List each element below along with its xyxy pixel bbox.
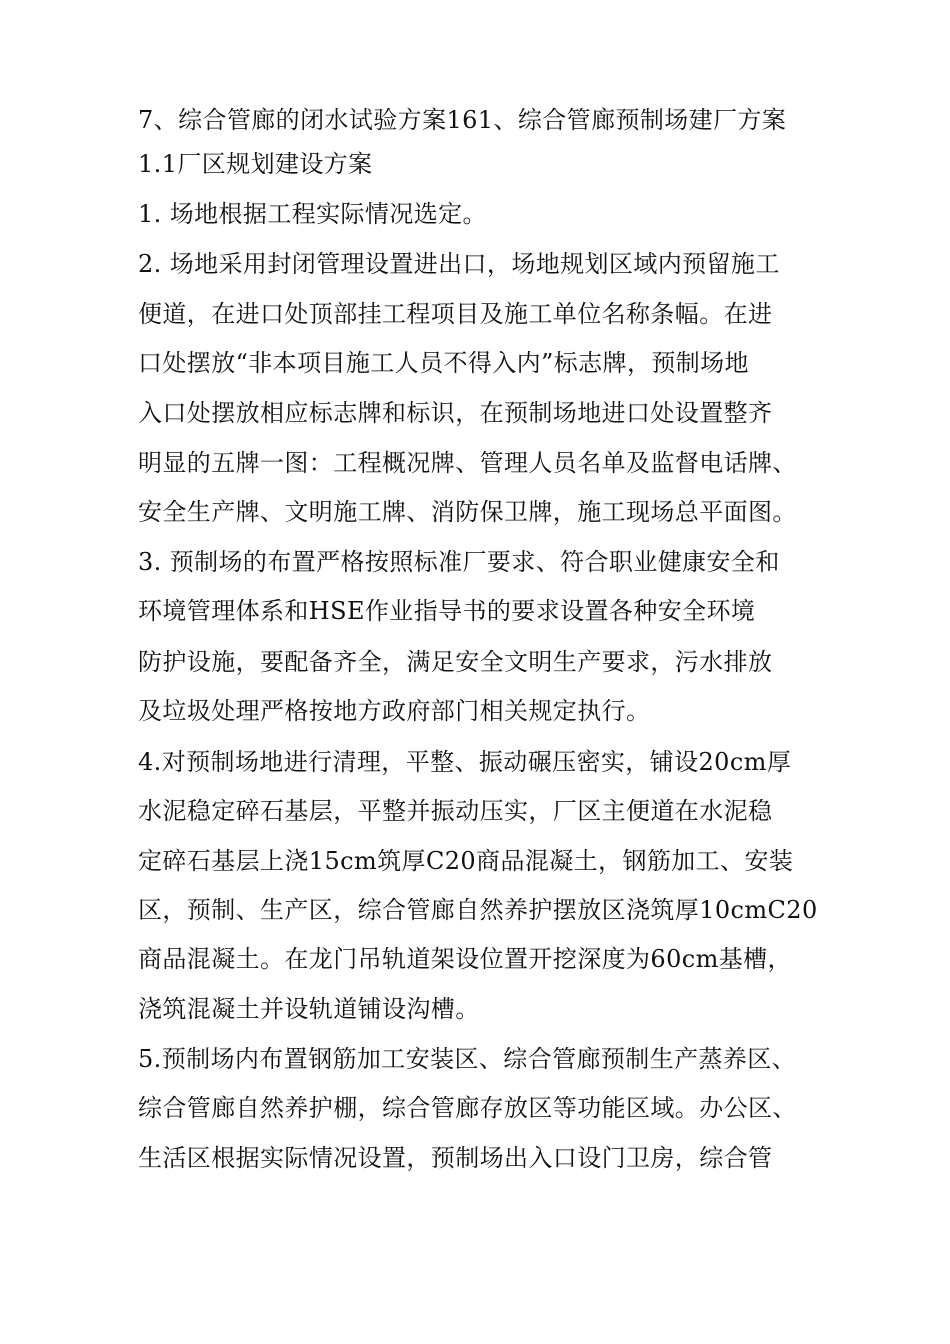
paragraph-line: 2. 场地采用封闭管理设置进出口，场地规划区域内预留施工: [138, 250, 780, 278]
paragraph-line: 定碎石基层上浇15cm筑厚C20商品混凝土，钢筋加工、安装: [138, 847, 794, 875]
paragraph-line: 口处摆放“非本项目施工人员不得入内”标志牌，预制场地: [138, 349, 749, 377]
paragraph-line: 5.预制场内布置钢筋加工安装区、综合管廊预制生产蒸养区、: [138, 1045, 797, 1073]
paragraph-line: 水泥稳定碎石基层，平整并振动压实，厂区主便道在水泥稳: [138, 797, 773, 825]
heading-line: 7、综合管廊的闭水试验方案161、综合管廊预制场建厂方案: [138, 106, 787, 134]
paragraph-line: 浇筑混凝土并设轨道铺设沟槽。: [138, 995, 480, 1023]
paragraph-line: 4.对预制场地进行清理，平整、振动碾压密实，铺设20cm厚: [138, 748, 792, 776]
paragraph-line: 安全生产牌、文明施工牌、消防保卫牌，施工现场总平面图。: [138, 498, 797, 526]
paragraph-line: 入口处摆放相应标志牌和标识，在预制场地进口处设置整齐: [138, 399, 773, 427]
paragraph-line: 3. 预制场的布置严格按照标准厂要求、符合职业健康安全和: [138, 548, 780, 576]
paragraph-line: 防护设施，要配备齐全，满足安全文明生产要求，污水排放: [138, 648, 773, 676]
paragraph-line: 明显的五牌一图：工程概况牌、管理人员名单及监督电话牌、: [138, 449, 797, 477]
section-title: 1.1厂区规划建设方案: [138, 150, 373, 178]
paragraph-line: 便道，在进口处顶部挂工程项目及施工单位名称条幅。在进: [138, 300, 773, 328]
paragraph-line: 商品混凝土。在龙门吊轨道架设位置开挖深度为60cm基槽，: [138, 945, 792, 973]
paragraph-line: 1. 场地根据工程实际情况选定。: [138, 200, 487, 228]
paragraph-line: 环境管理体系和HSE作业指导书的要求设置各种安全环境: [138, 597, 756, 625]
paragraph-line: 生活区根据实际情况设置，预制场出入口设门卫房，综合管: [138, 1144, 773, 1172]
paragraph-line: 区，预制、生产区，综合管廊自然养护摆放区浇筑厚10cmC20: [138, 896, 818, 924]
paragraph-line: 及垃圾处理严格按地方政府部门相关规定执行。: [138, 697, 651, 725]
paragraph-line: 综合管廊自然养护棚，综合管廊存放区等功能区域。办公区、: [138, 1094, 797, 1122]
